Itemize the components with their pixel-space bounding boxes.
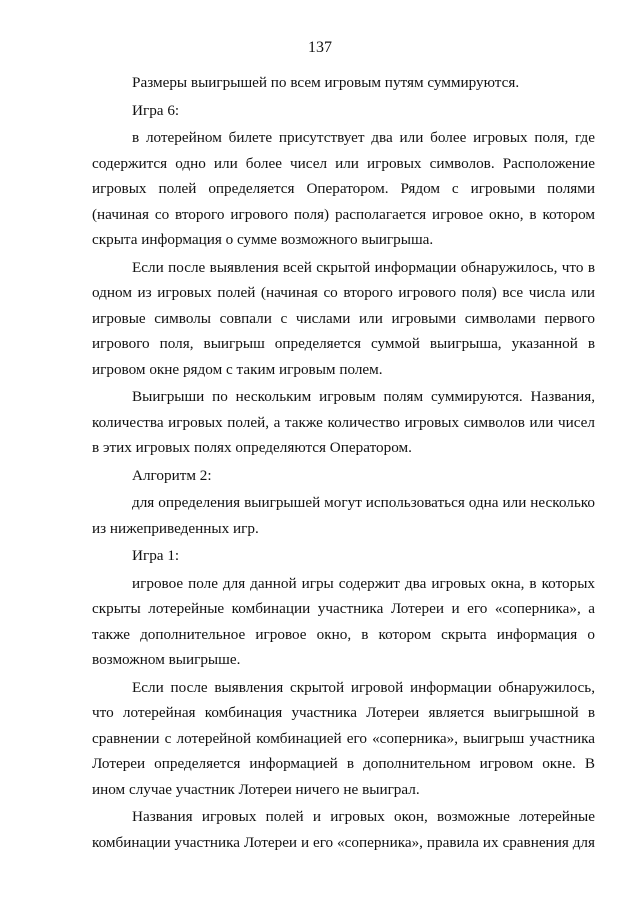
- paragraph-game-1-win-condition: Если после выявления скрытой игровой информации обнаружилось, что лотерейная комбинация участника Лотереи является выигрышной в сравнении с лотерейной комбинацией его «соперника», выигрыш участника Лотереи определяется информацией в дополнительном игровом окне. В ином случае участник Лотереи ничего не выиграл.: [92, 678, 595, 798]
- paragraph-game-6-summation: Выигрыши по нескольким игровым полям суммируются. Названия, количества игровых полей, а также количество игровых символов или чисел в этих игровых полях определяются Оператором.: [92, 388, 595, 456]
- paragraph-algorithm-2-intro: для определения выигрышей могут использоваться одна или несколько из нижеприведенных игр.: [92, 494, 595, 537]
- document-body: [92, 70, 595, 855]
- page-number: 137: [308, 39, 332, 56]
- heading-game-1: Игра 1:: [132, 547, 180, 564]
- heading-game-6: Игра 6:: [132, 101, 180, 119]
- heading-algorithm-2: Алгоритм 2:: [132, 466, 212, 484]
- paragraph-game-6-fields: в лотерейном билете присутствует два или более игровых поля, где содержится одно или более чисел или игровых символов. Расположение игровых полей определяется Оператором. Рядом с игровыми полями (начиная со второго игрового поля) располагается игровое окно, в котором скрыта информация о сумме возможного выигрыша.: [92, 129, 595, 248]
- paragraph-game-6-win-condition: Если после выявления всей скрытой информации обнаружилось, что в одном из игровых полей (начиная со второго игрового поля) все числа или игровые символы совпали с числами или игровыми символами первого игрового поля, выигрыш определяется суммой выигрыша, указанной в игровом окне рядом с таким игровым полем.: [92, 258, 595, 378]
- paragraph-game-1-field: игровое поле для данной игры содержит два игровых окна, в которых скрыты лотерейные комбинации участника Лотереи и его «соперника», а также дополнительное игровое окно, в котором скрыта информация о возможном выигрыше.: [92, 574, 595, 668]
- paragraph-winnings-summed: Размеры выигрышей по всем игровым путям суммируются.: [132, 74, 520, 91]
- paragraph-game-1-names: Названия игровых полей и игровых окон, возможные лотерейные комбинации участника Лотереи и его «соперника», правила их сравнения для: [92, 808, 595, 851]
